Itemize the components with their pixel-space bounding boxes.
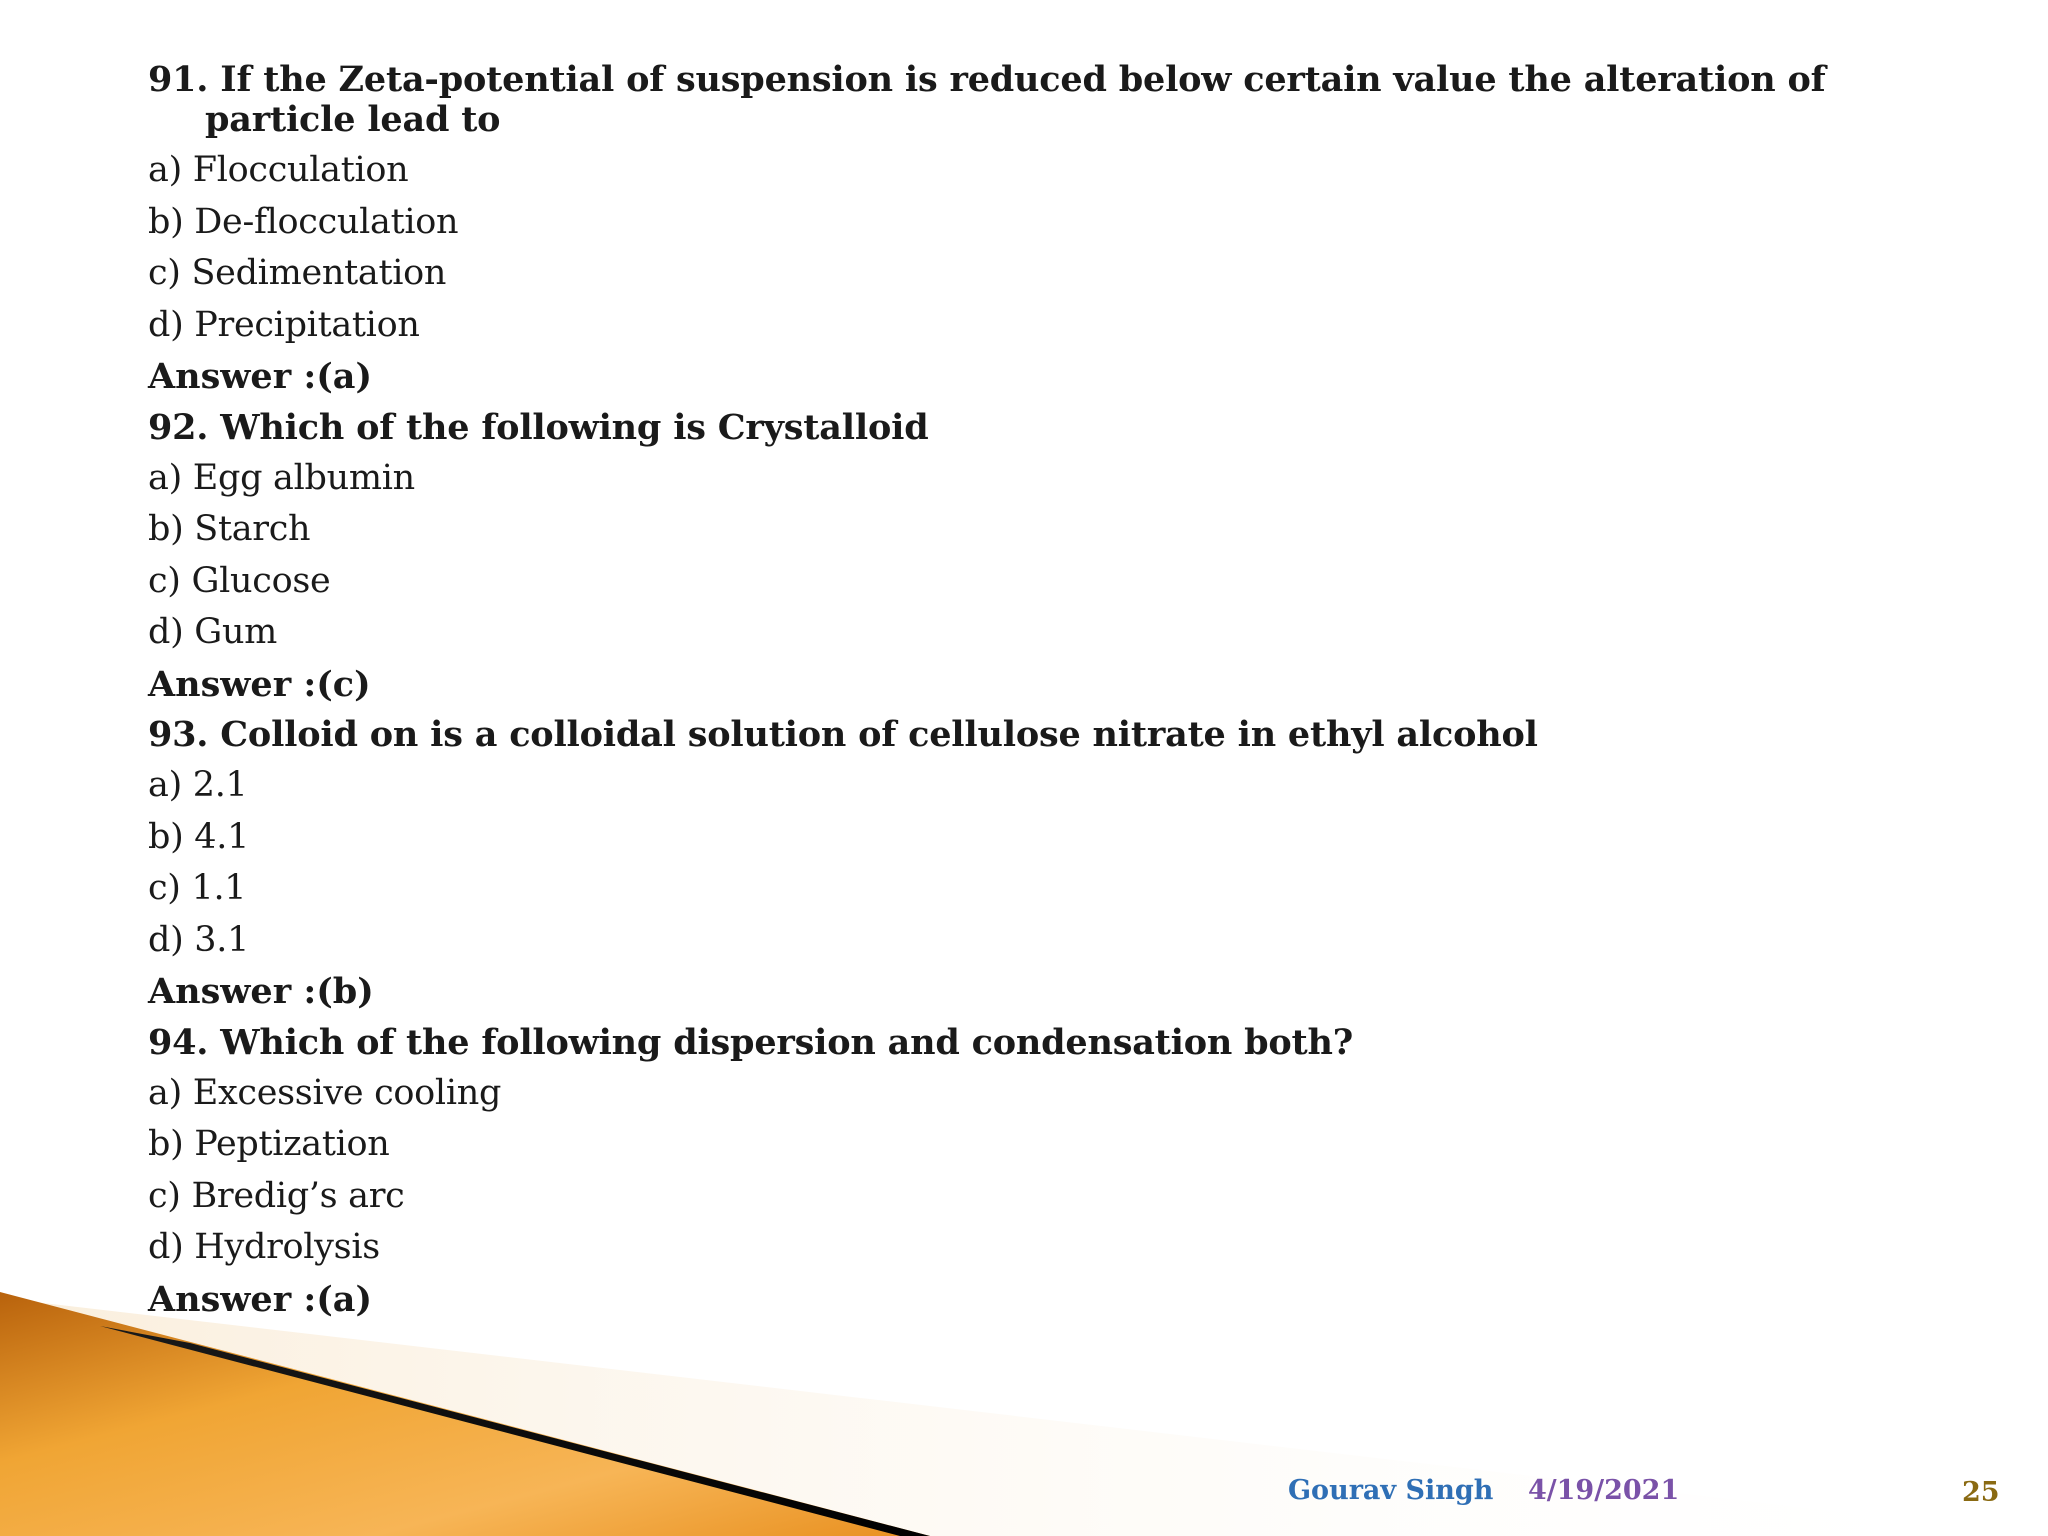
question-92-option-a: a) Egg albumin: [148, 457, 415, 498]
question-92-text: 92. Which of the following is Crystalloid: [148, 406, 929, 448]
question-91-option-a: a) Flocculation: [148, 150, 409, 190]
question-91-option-c: c) Sedimentation: [148, 253, 447, 293]
question-94-option-d: d) Hydrolysis: [148, 1227, 380, 1267]
question-94-option-a: a) Excessive cooling: [148, 1072, 502, 1113]
question-block-94: [148, 1023, 1938, 1320]
question-93-option-c: c) 1.1: [148, 868, 247, 908]
question-94-option-c: c) Bredig’s arc: [148, 1175, 405, 1216]
slide-content: [148, 60, 1938, 1330]
question-94-answer: Answer :(a): [148, 1278, 373, 1320]
question-93-option-d: d) 3.1: [148, 919, 250, 960]
question-block-93: [148, 715, 1938, 1012]
question-91-option-d: d) Precipitation: [148, 304, 420, 345]
question-92-option-d: d) Gum: [148, 612, 278, 652]
question-93-text: 93. Colloid on is a colloidal solution of cellulose nitrate in ethyl alcohol: [148, 714, 1538, 755]
question-92-answer: Answer :(c): [148, 663, 371, 705]
question-block-91: [148, 60, 1938, 397]
question-91-option-b: b) De-flocculation: [148, 201, 459, 242]
question-94-text: 94. Which of the following dispersion and condensation both?: [148, 1021, 1354, 1063]
question-93-option-b: b) 4.1: [148, 816, 250, 857]
question-91-answer: Answer :(a): [148, 356, 373, 397]
question-93-answer: Answer :(b): [148, 971, 374, 1012]
footer-page-number: 25: [1962, 1477, 2000, 1508]
question-94-option-b: b) Peptization: [148, 1124, 390, 1164]
question-92-option-c: c) Glucose: [148, 560, 331, 601]
question-block-92: [148, 408, 1938, 705]
footer-date: 4/19/2021: [1528, 1475, 1680, 1506]
question-92-option-b: b) Starch: [148, 509, 311, 549]
question-91-text: 91. If the Zeta-potential of suspension is reduced below certain value the alteration of particle lead to: [148, 59, 1826, 140]
footer-author: Gourav Singh: [1288, 1475, 1494, 1506]
question-93-option-a: a) 2.1: [148, 765, 248, 805]
